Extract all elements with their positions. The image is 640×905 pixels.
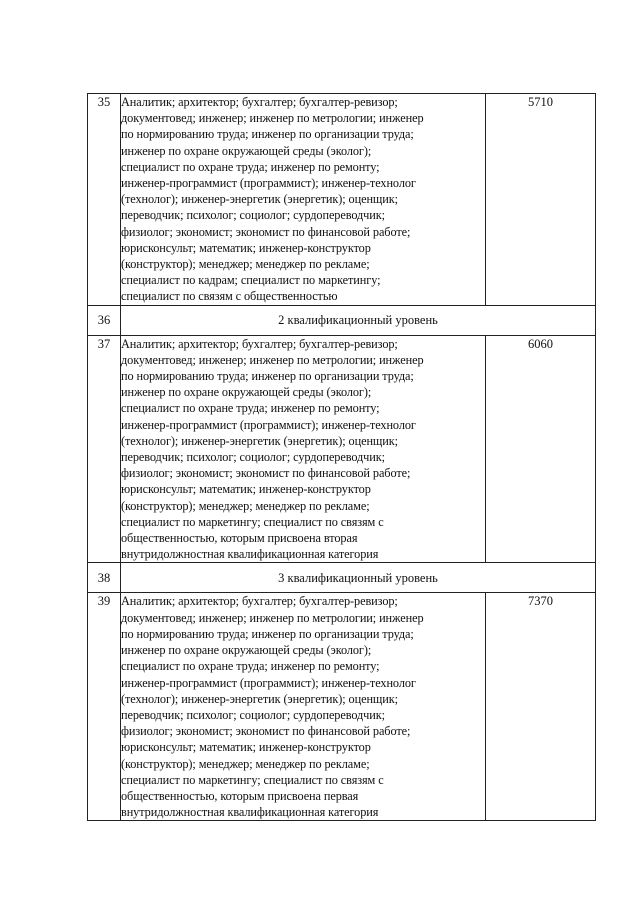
position-list-line: юрисконсульт; математик; инженер-конструктор — [121, 740, 371, 755]
position-list-line: (технолог); инженер-энергетик (энергетик); оценщик; — [121, 691, 398, 706]
position-list-line: внутридолжностная квалификационная категория — [121, 805, 379, 820]
position-list-line: переводчик; психолог; социолог; сурдопереводчик; — [121, 450, 385, 465]
position-list-line: инженер-программист (программист); инженер-технолог — [121, 417, 416, 432]
qualification-level-heading: 3 квалификационный уровень — [121, 563, 596, 593]
position-list — [121, 335, 486, 563]
position-list-line: юрисконсульт; математик; инженер-конструктор — [121, 240, 371, 255]
position-list-line: Аналитик; архитектор; бухгалтер; бухгалтер-ревизор; — [121, 594, 398, 609]
position-list-line: Аналитик; архитектор; бухгалтер; бухгалтер-ревизор; — [121, 95, 398, 109]
position-list-line: документовед; инженер; инженер по метрологии; инженер — [121, 111, 424, 126]
position-list-line: (конструктор); менеджер; менеджер по рекламе; — [121, 756, 370, 771]
position-list-line: специалист по охране труда; инженер по ремонту; — [121, 401, 380, 416]
position-list-line: (конструктор); менеджер; менеджер по рекламе; — [121, 498, 370, 513]
position-list-line: физиолог; экономист; экономист по финансовой работе; — [121, 724, 411, 739]
position-list-line: по нормированию труда; инженер по организации труда; — [121, 127, 414, 142]
position-list-line: специалист по кадрам; специалист по маркетингу; — [121, 273, 381, 288]
position-list-line: общественностью, которым присвоена вторая — [121, 531, 358, 546]
qualification-level-row — [88, 305, 596, 335]
position-list-line: инженер по охране окружающей среды (эколог); — [121, 643, 372, 658]
position-list-line: специалист по охране труда; инженер по ремонту; — [121, 159, 380, 174]
salary-value: 6060 — [486, 335, 596, 563]
position-list-line: физиолог; экономист; экономист по финансовой работе; — [121, 224, 411, 239]
position-list-line: Аналитик; архитектор; бухгалтер; бухгалтер-ревизор; — [121, 336, 398, 351]
salary-value: 7370 — [486, 593, 596, 821]
position-list-line: (технолог); инженер-энергетик (энергетик); оценщик; — [121, 192, 398, 207]
position-list-line: документовед; инженер; инженер по метрологии; инженер — [121, 352, 424, 367]
position-list-line: специалист по связям с общественностью — [121, 289, 338, 304]
table-body — [88, 94, 596, 821]
position-list-line: специалист по маркетингу; специалист по связям с — [121, 772, 384, 787]
position-list-line: инженер по охране окружающей среды (эколог); — [121, 385, 372, 400]
position-row — [88, 593, 596, 821]
position-list-line: (технолог); инженер-энергетик (энергетик); оценщик; — [121, 433, 398, 448]
position-list-line: физиолог; экономист; экономист по финансовой работе; — [121, 466, 411, 481]
position-list-line: инженер-программист (программист); инженер-технолог — [121, 176, 416, 191]
position-list-line: внутридолжностная квалификационная категория — [121, 547, 379, 562]
position-list — [121, 593, 486, 821]
salary-table — [87, 93, 596, 821]
position-list-line: специалист по охране труда; инженер по ремонту; — [121, 659, 380, 674]
row-number: 37 — [88, 335, 121, 563]
row-number: 39 — [88, 593, 121, 821]
salary-value: 5710 — [486, 94, 596, 306]
row-number: 35 — [88, 94, 121, 306]
qualification-level-row — [88, 563, 596, 593]
position-list-line: инженер по охране окружающей среды (эколог); — [121, 143, 372, 158]
qualification-level-heading: 2 квалификационный уровень — [121, 305, 596, 335]
position-list-line: специалист по маркетингу; специалист по связям с — [121, 514, 384, 529]
position-row — [88, 335, 596, 563]
position-list-line: переводчик; психолог; социолог; сурдопереводчик; — [121, 208, 385, 223]
position-row — [88, 94, 596, 306]
position-list-line: инженер-программист (программист); инженер-технолог — [121, 675, 416, 690]
position-list — [121, 94, 486, 306]
row-number: 38 — [88, 563, 121, 593]
position-list-line: по нормированию труда; инженер по организации труда; — [121, 369, 414, 384]
position-list-line: общественностью, которым присвоена первая — [121, 788, 359, 803]
position-list-line: (конструктор); менеджер; менеджер по рекламе; — [121, 257, 370, 272]
position-list-line: по нормированию труда; инженер по организации труда; — [121, 626, 414, 641]
row-number: 36 — [88, 305, 121, 335]
position-list-line: юрисконсульт; математик; инженер-конструктор — [121, 482, 371, 497]
position-list-line: документовед; инженер; инженер по метрологии; инженер — [121, 610, 424, 625]
position-list-line: переводчик; психолог; социолог; сурдопереводчик; — [121, 707, 385, 722]
